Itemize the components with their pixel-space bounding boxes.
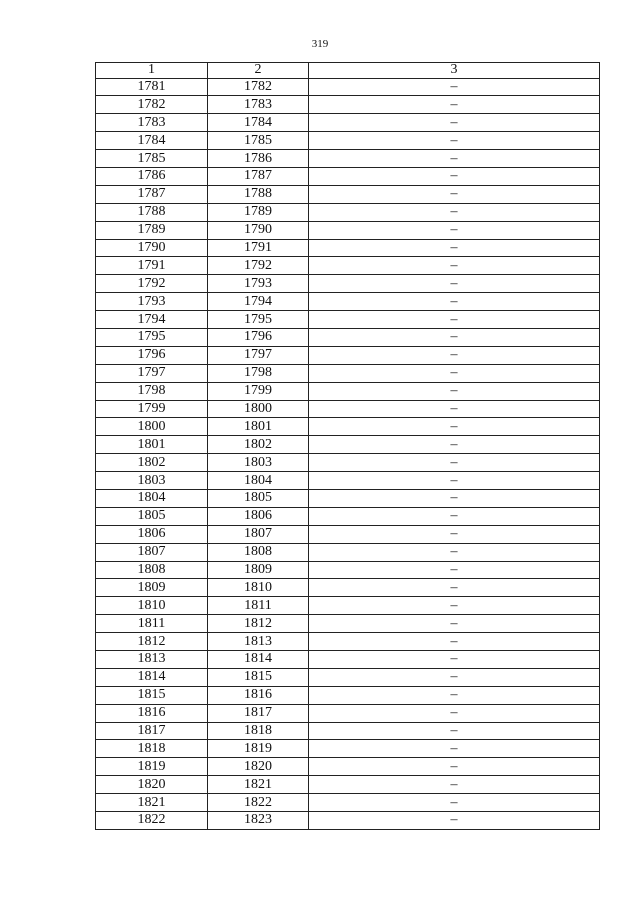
table-row — [96, 167, 600, 185]
table-cell: – — [309, 96, 600, 114]
table-row — [96, 651, 600, 669]
table-cell: – — [309, 597, 600, 615]
table-cell: 1789 — [96, 221, 208, 239]
table-cell: 1788 — [208, 185, 309, 203]
table-row — [96, 543, 600, 561]
table-row — [96, 346, 600, 364]
page-number: 319 — [311, 38, 329, 50]
table-cell: – — [309, 346, 600, 364]
table-cell: 1816 — [96, 704, 208, 722]
table-cell: 1818 — [208, 722, 309, 740]
table-cell: 1821 — [208, 776, 309, 794]
table-row — [96, 668, 600, 686]
table-cell: 1785 — [208, 132, 309, 150]
table-cell: 1803 — [96, 472, 208, 490]
table-cell: – — [309, 400, 600, 418]
table-cell: – — [309, 507, 600, 525]
table-cell: 1794 — [96, 311, 208, 329]
table-cell: – — [309, 615, 600, 633]
table-row — [96, 507, 600, 525]
table-cell: 1786 — [96, 167, 208, 185]
table-cell: – — [309, 454, 600, 472]
table-cell: 1819 — [96, 758, 208, 776]
table-cell: – — [309, 150, 600, 168]
table-cell: – — [309, 740, 600, 758]
table-row — [96, 328, 600, 346]
table-cell: 1787 — [96, 185, 208, 203]
table-cell: 1796 — [208, 328, 309, 346]
table-cell: – — [309, 489, 600, 507]
table-cell: – — [309, 794, 600, 812]
table-cell: 1784 — [208, 114, 309, 132]
table-cell: – — [309, 364, 600, 382]
table-cell: – — [309, 776, 600, 794]
table-cell: 1792 — [208, 257, 309, 275]
table-row — [96, 382, 600, 400]
table-cell: – — [309, 382, 600, 400]
table-row — [96, 293, 600, 311]
table-cell: 1786 — [208, 150, 309, 168]
table-cell: 1813 — [96, 651, 208, 669]
table-cell: 1787 — [208, 167, 309, 185]
table-cell: 1812 — [208, 615, 309, 633]
table-cell: – — [309, 257, 600, 275]
data-table — [95, 62, 600, 830]
table-cell: 1783 — [96, 114, 208, 132]
table-row — [96, 615, 600, 633]
table-row — [96, 812, 600, 830]
table-cell: 1808 — [208, 543, 309, 561]
table-cell: 1789 — [208, 203, 309, 221]
table-row — [96, 96, 600, 114]
table-cell: 1813 — [208, 633, 309, 651]
table-body — [96, 78, 600, 829]
table-cell: 1790 — [208, 221, 309, 239]
table-cell: 1796 — [96, 346, 208, 364]
table-cell: 1782 — [96, 96, 208, 114]
table-cell: 1804 — [96, 489, 208, 507]
table-cell: – — [309, 221, 600, 239]
table-cell: – — [309, 418, 600, 436]
table-row — [96, 561, 600, 579]
table-cell: 1791 — [208, 239, 309, 257]
table-cell: 1783 — [208, 96, 309, 114]
table-cell: – — [309, 633, 600, 651]
column-header: 1 — [96, 63, 208, 79]
table-cell: 1812 — [96, 633, 208, 651]
table-cell: – — [309, 436, 600, 454]
table-cell: – — [309, 561, 600, 579]
table-row — [96, 311, 600, 329]
table-row — [96, 203, 600, 221]
table-row — [96, 114, 600, 132]
table-cell: – — [309, 132, 600, 150]
table-cell: – — [309, 579, 600, 597]
table-row — [96, 740, 600, 758]
table-cell: 1805 — [96, 507, 208, 525]
table-cell: 1811 — [96, 615, 208, 633]
table-row — [96, 776, 600, 794]
table-cell: 1817 — [96, 722, 208, 740]
table-cell: 1794 — [208, 293, 309, 311]
table-cell: 1822 — [208, 794, 309, 812]
table-cell: 1797 — [208, 346, 309, 364]
table-cell: 1790 — [96, 239, 208, 257]
table-cell: 1814 — [208, 651, 309, 669]
table-row — [96, 454, 600, 472]
table-row — [96, 472, 600, 490]
table-cell: 1808 — [96, 561, 208, 579]
table-cell: 1810 — [96, 597, 208, 615]
table-cell: 1798 — [96, 382, 208, 400]
table-cell: 1781 — [96, 78, 208, 96]
table-cell: 1815 — [208, 668, 309, 686]
table-row — [96, 525, 600, 543]
table-cell: 1799 — [208, 382, 309, 400]
table-row — [96, 722, 600, 740]
table-row — [96, 704, 600, 722]
table-cell: 1816 — [208, 686, 309, 704]
table-row — [96, 257, 600, 275]
table-row — [96, 418, 600, 436]
table-cell: – — [309, 668, 600, 686]
table-header-row — [96, 63, 600, 79]
table-cell: – — [309, 758, 600, 776]
table-row — [96, 185, 600, 203]
table-cell: – — [309, 293, 600, 311]
column-header: 3 — [309, 63, 600, 79]
table-cell: 1793 — [96, 293, 208, 311]
table-cell: 1818 — [96, 740, 208, 758]
table-header — [96, 63, 600, 79]
table-cell: – — [309, 311, 600, 329]
table-cell: – — [309, 543, 600, 561]
table-row — [96, 275, 600, 293]
table-cell: 1821 — [96, 794, 208, 812]
table-cell: 1784 — [96, 132, 208, 150]
table-cell: – — [309, 812, 600, 830]
table-cell: – — [309, 167, 600, 185]
table-cell: 1809 — [96, 579, 208, 597]
table-cell: 1802 — [96, 454, 208, 472]
table-row — [96, 686, 600, 704]
table-row — [96, 239, 600, 257]
table-cell: – — [309, 525, 600, 543]
table-cell: – — [309, 203, 600, 221]
table-cell: – — [309, 328, 600, 346]
table-cell: – — [309, 275, 600, 293]
table-cell: – — [309, 686, 600, 704]
table-cell: – — [309, 651, 600, 669]
table-cell: 1815 — [96, 686, 208, 704]
table-cell: 1802 — [208, 436, 309, 454]
table-cell: 1811 — [208, 597, 309, 615]
table-cell: – — [309, 722, 600, 740]
table-cell: 1817 — [208, 704, 309, 722]
table-cell: 1803 — [208, 454, 309, 472]
table-row — [96, 794, 600, 812]
table-cell: 1823 — [208, 812, 309, 830]
column-header: 2 — [208, 63, 309, 79]
table-row — [96, 364, 600, 382]
table-cell: 1819 — [208, 740, 309, 758]
table-row — [96, 633, 600, 651]
table-cell: 1820 — [208, 758, 309, 776]
table-cell: – — [309, 704, 600, 722]
table-cell: 1806 — [208, 507, 309, 525]
table-row — [96, 597, 600, 615]
table-cell: 1799 — [96, 400, 208, 418]
table-cell: 1806 — [96, 525, 208, 543]
table-cell: 1814 — [96, 668, 208, 686]
table-cell: 1793 — [208, 275, 309, 293]
table-row — [96, 150, 600, 168]
table-row — [96, 221, 600, 239]
table-cell: 1791 — [96, 257, 208, 275]
table-row — [96, 400, 600, 418]
table-row — [96, 489, 600, 507]
table-cell: 1809 — [208, 561, 309, 579]
table-row — [96, 436, 600, 454]
table-row — [96, 579, 600, 597]
table-cell: 1807 — [96, 543, 208, 561]
table-cell: 1810 — [208, 579, 309, 597]
table-cell: 1800 — [96, 418, 208, 436]
table-cell: 1798 — [208, 364, 309, 382]
table-cell: 1795 — [96, 328, 208, 346]
table-cell: 1801 — [96, 436, 208, 454]
table-cell: 1804 — [208, 472, 309, 490]
table-cell: 1800 — [208, 400, 309, 418]
table-cell: – — [309, 472, 600, 490]
table-cell: 1792 — [96, 275, 208, 293]
table-cell: 1788 — [96, 203, 208, 221]
table-row — [96, 78, 600, 96]
table-cell: 1797 — [96, 364, 208, 382]
table-row — [96, 758, 600, 776]
table-cell: 1820 — [96, 776, 208, 794]
table-cell: 1822 — [96, 812, 208, 830]
table-cell: 1785 — [96, 150, 208, 168]
table-cell: 1807 — [208, 525, 309, 543]
table-cell: – — [309, 114, 600, 132]
table-cell: 1782 — [208, 78, 309, 96]
table-cell: – — [309, 78, 600, 96]
table-cell: 1795 — [208, 311, 309, 329]
table-cell: 1801 — [208, 418, 309, 436]
table-cell: – — [309, 185, 600, 203]
table-cell: 1805 — [208, 489, 309, 507]
table-row — [96, 132, 600, 150]
table-cell: – — [309, 239, 600, 257]
